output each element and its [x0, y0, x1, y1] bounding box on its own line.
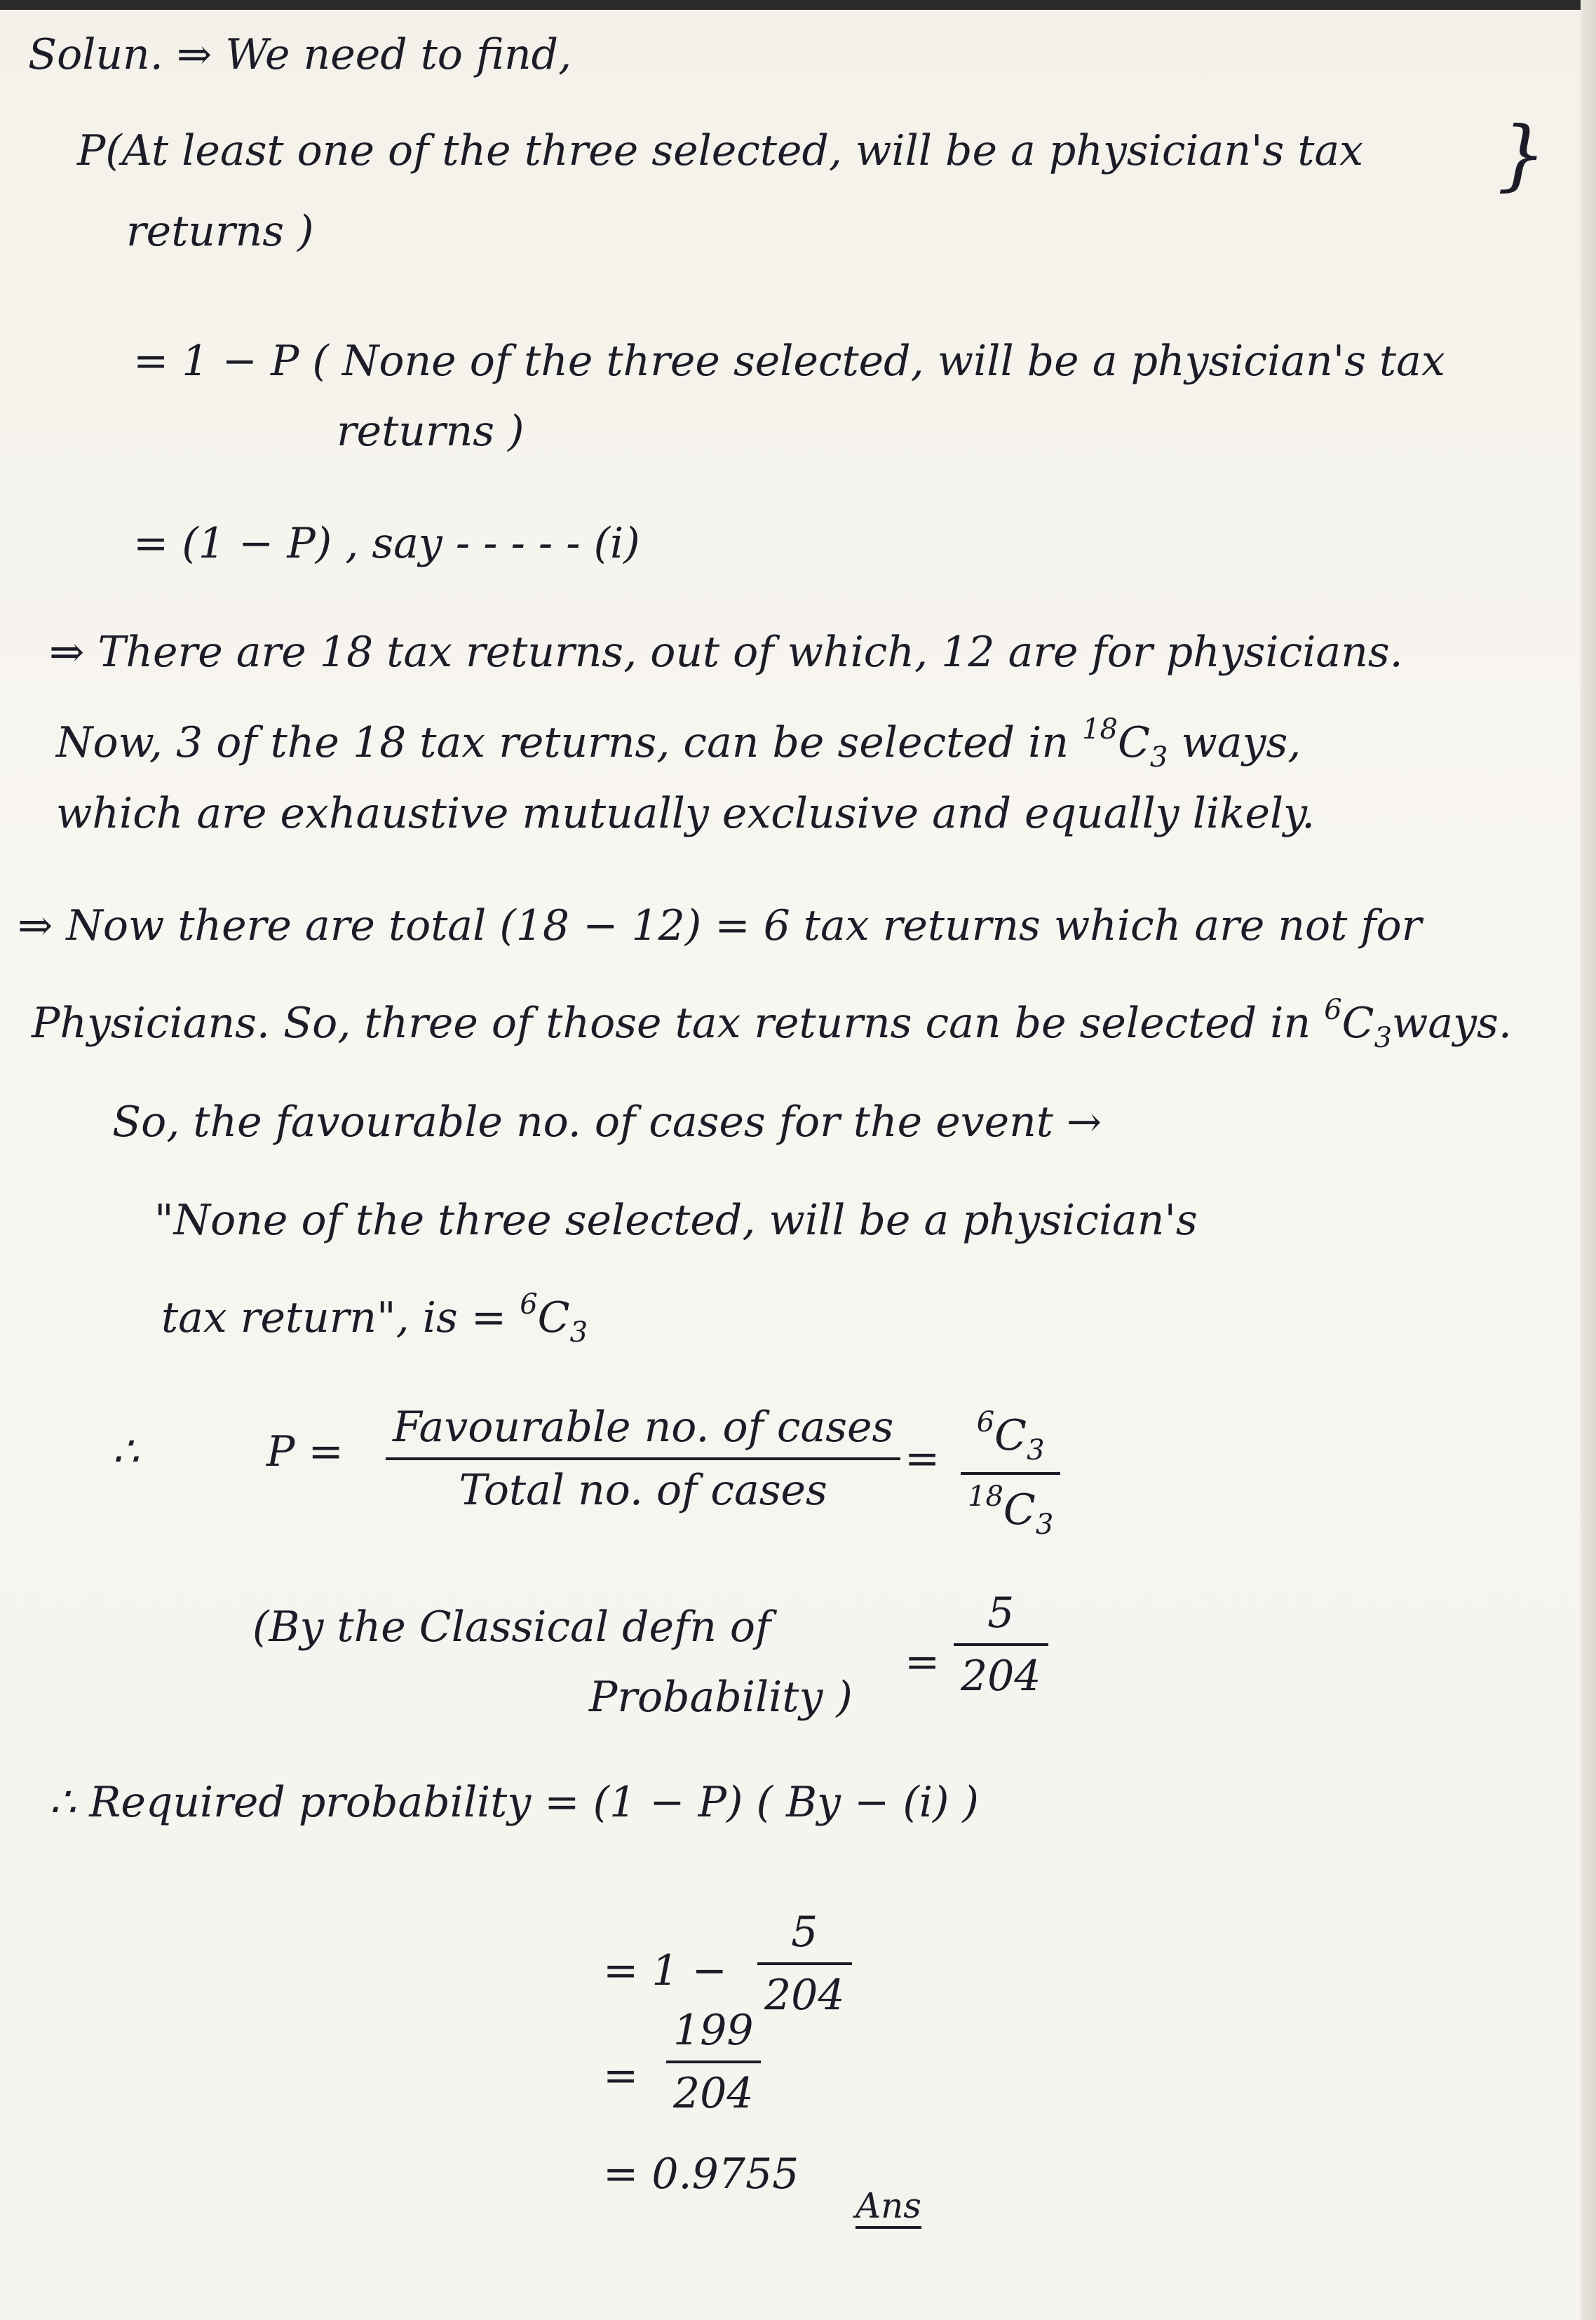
- page-edge: [1581, 0, 1596, 2320]
- equals-one-minus: = 1 −: [603, 1946, 727, 1995]
- equals-5: =: [603, 2051, 639, 2100]
- therefore-symbol: ∴: [112, 1427, 140, 1476]
- equals-3: =: [905, 1638, 940, 1687]
- fraction-combinations: $^6C_3$ $^{18}C_3$: [961, 1406, 1060, 1541]
- line-returns-2: returns ): [337, 407, 525, 456]
- line-physicians-so: Physicians. So, three of those tax returns can be selected in $^6C_3ways$.: [32, 994, 1512, 1054]
- fraction-199-204: 199 204: [666, 2006, 761, 2118]
- final-answer: = 0.9755: [603, 2150, 799, 2199]
- line-eighteen-returns: ⇒ There are 18 tax returns, out of which, 12 are for physicians.: [49, 628, 1403, 677]
- fraction-5-204: 5 204: [954, 1589, 1048, 1701]
- classical-definition-2: Probability ): [589, 1673, 853, 1722]
- line-selected-ways: Now, 3 of the 18 tax returns, can be selected in $^{18}C_3$ ways,: [56, 713, 1301, 774]
- top-edge: [0, 0, 1596, 10]
- line-exhaustive: which are exhaustive mutually exclusive and equally likely.: [56, 789, 1316, 838]
- line-say-i: = (1 − P) , say - - - - - (i): [133, 519, 640, 568]
- line-returns-1: returns ): [126, 207, 314, 256]
- line-none-selected: "None of the three selected, will be a physician's: [154, 1196, 1198, 1245]
- classical-definition-1: (By the Classical defn of: [252, 1603, 771, 1652]
- solution-heading: Solun. ⇒ We need to find,: [28, 30, 572, 79]
- fraction-favourable-total: Favourable no. of cases Total no. of cases: [386, 1403, 900, 1515]
- required-probability: ∴ Required probability = (1 − P) ( By − (i) ): [49, 1778, 979, 1827]
- line-one-minus-p: = 1 − P ( None of the three selected, will be a physician's tax: [133, 337, 1445, 386]
- line-favourable-cases: So, the favourable no. of cases for the event →: [112, 1098, 1102, 1147]
- line-tax-return-is: tax return", is = $^6C_3$: [161, 1288, 588, 1349]
- fraction-5-204-b: 5 204: [757, 1908, 852, 2020]
- closing-brace: }: [1497, 109, 1546, 199]
- ans-label: Ans: [856, 2188, 921, 2229]
- p-equals: P =: [266, 1427, 344, 1476]
- line-p-at-least-one: P(At least one of the three selected, will be a physician's tax: [77, 126, 1364, 175]
- line-now-total: ⇒ Now there are total (18 − 12) = 6 tax returns which are not for: [18, 901, 1422, 950]
- equals-2: =: [905, 1434, 940, 1483]
